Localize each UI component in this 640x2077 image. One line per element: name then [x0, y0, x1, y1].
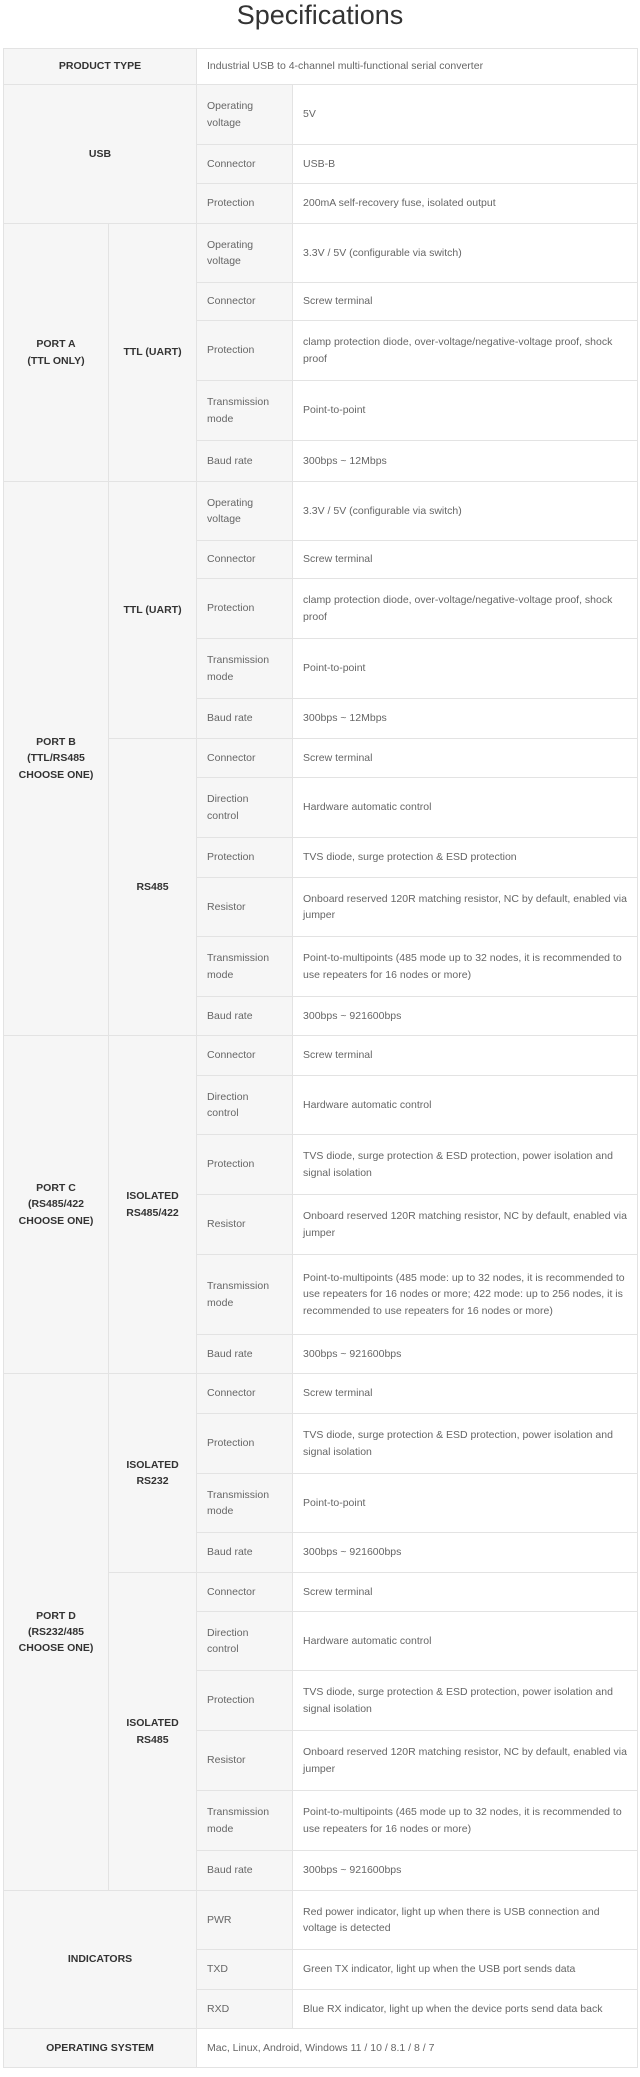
- spec-value: Green TX indicator, light up when the USB port sends data: [293, 1950, 638, 1990]
- port-c-iso-label-line2: RS485/422: [126, 1206, 179, 1219]
- spec-label: Protection: [197, 838, 293, 878]
- spec-value: Screw terminal: [293, 541, 638, 579]
- spec-value: TVS diode, surge protection & ESD protection, power isolation and signal isolation: [293, 1414, 638, 1474]
- spec-value: 300bps ~ 12Mbps: [293, 699, 638, 739]
- table-row: [4, 49, 638, 85]
- spec-value: TVS diode, surge protection & ESD protection: [293, 838, 638, 878]
- spec-label: Connector: [197, 283, 293, 321]
- spec-label: Baud rate: [197, 441, 293, 482]
- spec-value: Point-to-point: [293, 639, 638, 699]
- spec-value: Blue RX indicator, light up when the device ports send data back: [293, 1990, 638, 2029]
- spec-value: Point-to-multipoints (485 mode: up to 32 nodes, it is recommended to use repeaters for 16 nodes or more; 422 mode: up to 256 nodes, it is recommended to use repeaters for 16 nodes or more): [293, 1255, 638, 1335]
- spec-label: Resistor: [197, 878, 293, 937]
- specifications-table: [3, 48, 638, 2068]
- spec-label: Operating voltage: [197, 85, 293, 145]
- spec-value: Onboard reserved 120R matching resistor, NC by default, enabled via jumper: [293, 1731, 638, 1791]
- port-c-label-line2: (RS485/422: [27, 1198, 85, 1211]
- spec-value: Screw terminal: [293, 739, 638, 778]
- spec-label: Transmission mode: [197, 937, 293, 997]
- port-d-rs485-label: [109, 1573, 197, 1891]
- spec-label: Connector: [197, 145, 293, 184]
- spec-label: Transmission mode: [197, 1474, 293, 1533]
- spec-label: PWR: [197, 1891, 293, 1950]
- indicators-label: INDICATORS: [4, 1891, 197, 2029]
- spec-label: Resistor: [197, 1195, 293, 1255]
- spec-value: 300bps ~ 921600bps: [293, 997, 638, 1036]
- spec-value: Point-to-multipoints (485 mode up to 32 nodes, it is recommended to use repeaters for 16 nodes or more): [293, 937, 638, 997]
- spec-label: Baud rate: [197, 997, 293, 1036]
- spec-label: Connector: [197, 1036, 293, 1076]
- port-d-label-line3: CHOOSE ONE): [18, 1642, 94, 1655]
- port-a-label-line2: (TTL ONLY): [27, 354, 85, 367]
- port-d-rs485-label-line2: RS485: [136, 1733, 169, 1746]
- spec-label: Operating voltage: [197, 482, 293, 541]
- spec-label: Direction control: [197, 1076, 293, 1135]
- spec-label: Transmission mode: [197, 639, 293, 699]
- port-b-label: [4, 482, 109, 1036]
- port-d-rs232-label-line1: ISOLATED: [126, 1458, 179, 1471]
- port-c-iso-label-line1: ISOLATED: [126, 1190, 179, 1203]
- table-row: [4, 85, 638, 145]
- spec-label: Direction control: [197, 1612, 293, 1671]
- spec-label: Connector: [197, 541, 293, 579]
- spec-value: Onboard reserved 120R matching resistor, NC by default, enabled via jumper: [293, 878, 638, 937]
- port-d-label-line1: PORT D: [36, 1609, 76, 1622]
- spec-label: Resistor: [197, 1731, 293, 1791]
- spec-label: Transmission mode: [197, 1255, 293, 1335]
- port-a-label-line1: PORT A: [36, 338, 76, 351]
- port-d-rs232-label-line2: RS232: [136, 1475, 169, 1487]
- table-row: [4, 2029, 638, 2068]
- spec-value: TVS diode, surge protection & ESD protection, power isolation and signal isolation: [293, 1135, 638, 1195]
- spec-label: RXD: [197, 1990, 293, 2029]
- spec-value: Point-to-multipoints (465 mode up to 32 nodes, it is recommended to use repeaters for 16 nodes or more): [293, 1791, 638, 1851]
- spec-label: Protection: [197, 1135, 293, 1195]
- spec-value: 300bps ~ 12Mbps: [293, 441, 638, 482]
- port-b-ttl-label: TTL (UART): [109, 482, 197, 739]
- spec-value: TVS diode, surge protection & ESD protection, power isolation and signal isolation: [293, 1671, 638, 1731]
- spec-value: clamp protection diode, over-voltage/negative-voltage proof, shock proof: [293, 579, 638, 639]
- port-b-label-line1: PORT B: [36, 736, 76, 749]
- spec-label: Connector: [197, 739, 293, 778]
- spec-value: 300bps ~ 921600bps: [293, 1533, 638, 1573]
- spec-value: Point-to-point: [293, 1474, 638, 1533]
- port-c-label-line1: PORT C: [36, 1182, 76, 1195]
- spec-label: Transmission mode: [197, 381, 293, 441]
- spec-value: Point-to-point: [293, 381, 638, 441]
- spec-label: Baud rate: [197, 1851, 293, 1891]
- table-row: [4, 1374, 638, 1414]
- spec-label: Direction control: [197, 778, 293, 838]
- product-type-value: Industrial USB to 4-channel multi-functional serial converter: [197, 49, 638, 85]
- port-b-label-line3: CHOOSE ONE): [18, 768, 94, 781]
- spec-label: Connector: [197, 1374, 293, 1414]
- table-row: [4, 482, 638, 541]
- spec-label: Protection: [197, 1414, 293, 1474]
- spec-value: 3.3V / 5V (configurable via switch): [293, 224, 638, 283]
- spec-label: Transmission mode: [197, 1791, 293, 1851]
- spec-value: 5V: [293, 85, 638, 145]
- spec-label: Protection: [197, 184, 293, 224]
- spec-value: 300bps ~ 921600bps: [293, 1335, 638, 1374]
- spec-value: Screw terminal: [293, 1573, 638, 1612]
- port-b-label-line2: (TTL/RS485: [27, 752, 85, 765]
- port-a-label: [4, 224, 109, 482]
- product-type-label: PRODUCT TYPE: [4, 49, 197, 85]
- operating-system-value: Mac, Linux, Android, Windows 11 / 10 / 8.1 / 8 / 7: [197, 2029, 638, 2068]
- port-d-rs485-label-line1: ISOLATED: [126, 1717, 179, 1730]
- spec-value: 3.3V / 5V (configurable via switch): [293, 482, 638, 541]
- spec-value: USB-B: [293, 145, 638, 184]
- port-c-label: [4, 1036, 109, 1374]
- spec-value: Red power indicator, light up when there is USB connection and voltage is detected: [293, 1891, 638, 1950]
- spec-label: Baud rate: [197, 1533, 293, 1573]
- port-c-iso-label: [109, 1036, 197, 1374]
- spec-label: TXD: [197, 1950, 293, 1990]
- port-d-label: [4, 1374, 109, 1891]
- port-c-label-line3: CHOOSE ONE): [18, 1214, 94, 1227]
- spec-label: Baud rate: [197, 699, 293, 739]
- spec-label: Connector: [197, 1573, 293, 1612]
- table-row: [4, 1891, 638, 1950]
- spec-value: Screw terminal: [293, 1036, 638, 1076]
- spec-value: Hardware automatic control: [293, 778, 638, 838]
- port-b-rs485-label: RS485: [109, 739, 197, 1036]
- port-d-label-line2: (RS232/485: [27, 1625, 85, 1638]
- spec-value: clamp protection diode, over-voltage/negative-voltage proof, shock proof: [293, 321, 638, 381]
- page-title: Specifications: [236, 0, 404, 30]
- spec-label: Protection: [197, 1671, 293, 1731]
- spec-value: Screw terminal: [293, 1374, 638, 1414]
- port-d-rs232-label: [109, 1374, 197, 1573]
- spec-value: Hardware automatic control: [293, 1076, 638, 1135]
- spec-value: 200mA self-recovery fuse, isolated output: [293, 184, 638, 224]
- table-row: [4, 224, 638, 283]
- port-a-ttl-label: TTL (UART): [109, 224, 197, 482]
- spec-label: Protection: [197, 579, 293, 639]
- spec-label: Operating voltage: [197, 224, 293, 283]
- spec-label: Protection: [197, 321, 293, 381]
- usb-label: USB: [4, 85, 197, 224]
- spec-label: Baud rate: [197, 1335, 293, 1374]
- spec-value: Onboard reserved 120R matching resistor, NC by default, enabled via jumper: [293, 1195, 638, 1255]
- spec-value: Screw terminal: [293, 283, 638, 321]
- spec-value: Hardware automatic control: [293, 1612, 638, 1671]
- table-row: [4, 1036, 638, 1076]
- spec-value: 300bps ~ 921600bps: [293, 1851, 638, 1891]
- operating-system-label: OPERATING SYSTEM: [4, 2029, 197, 2068]
